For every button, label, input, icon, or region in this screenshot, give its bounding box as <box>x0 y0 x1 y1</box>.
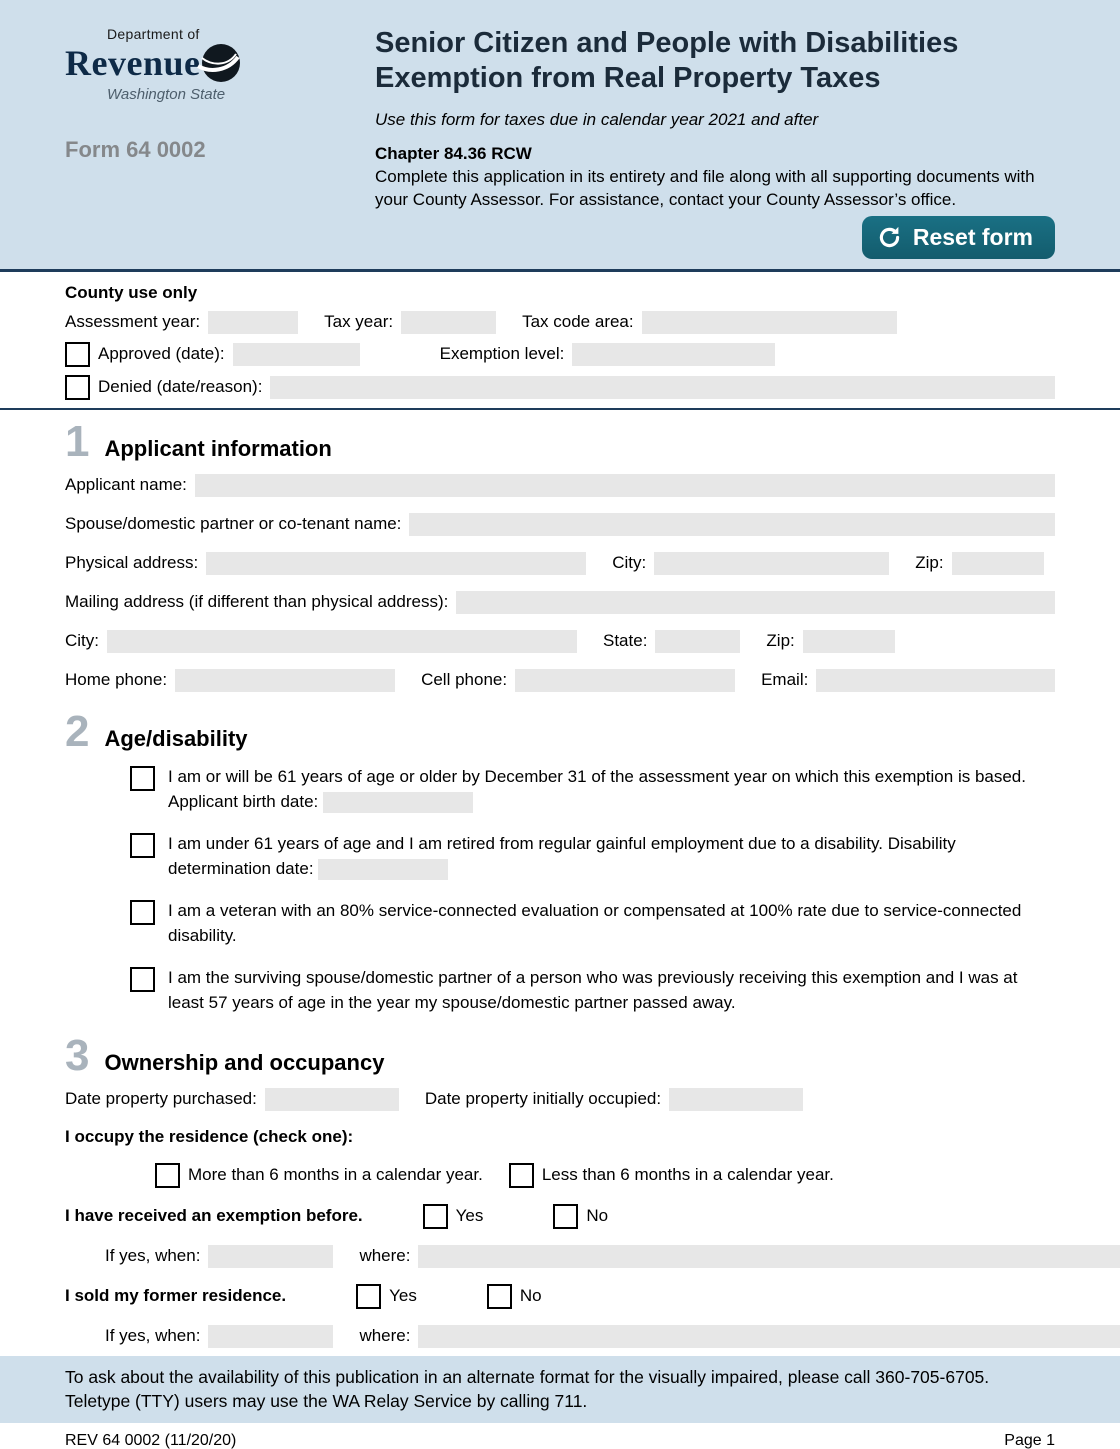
state-label: State: <box>603 631 648 651</box>
home-phone-field[interactable] <box>175 669 395 692</box>
property-dates-row <box>0 1088 1120 1111</box>
denied-reason-field[interactable] <box>270 376 1055 399</box>
mailing-city-label: City: <box>65 631 99 651</box>
assessment-year-label: Assessment year: <box>65 312 201 332</box>
tax-code-area-field[interactable] <box>642 311 897 334</box>
section-divider <box>0 408 1120 410</box>
accessibility-notice: To ask about the availability of this publication in an alternate format for the visually impaired, please call 360-705-6705. Teletype (TTY) users may use the WA Relay Service by calling 711. <box>0 1356 1120 1423</box>
applicant-name-row <box>0 474 1120 497</box>
mailing-address-field[interactable] <box>456 591 1055 614</box>
less-than-6-months-checkbox[interactable] <box>509 1163 534 1188</box>
approved-checkbox[interactable] <box>65 342 90 367</box>
county-year-row <box>65 311 1055 334</box>
logo-washington-state: Washington State <box>107 86 226 103</box>
form-subtitle: Use this form for taxes due in calendar year 2021 and after <box>375 109 819 129</box>
sold-where-field[interactable] <box>418 1325 1120 1348</box>
section3-heading <box>0 1030 1120 1080</box>
spouse-row <box>0 513 1120 536</box>
logo-revenue: Revenue <box>65 43 201 83</box>
age-option-row <box>0 764 1120 815</box>
date-purchased-field[interactable] <box>265 1088 399 1111</box>
more-than-6-months-checkbox[interactable] <box>155 1163 180 1188</box>
disability-determination-date-field[interactable] <box>318 859 448 880</box>
approved-date-field[interactable] <box>233 343 360 366</box>
veteran-option-text: I am a veteran with an 80% service-connected evaluation or compensated at 100% rate due to service-connected disability. <box>168 900 1022 946</box>
surviving-spouse-option-row <box>0 965 1120 1016</box>
received-exemption-heading: I have received an exemption before. <box>65 1206 363 1226</box>
tax-year-label: Tax year: <box>324 312 394 332</box>
city-field[interactable] <box>654 552 889 575</box>
home-phone-label: Home phone: <box>65 670 168 690</box>
surviving-spouse-option-text: I am the surviving spouse/domestic partner of a person who was previously receiving this exemption and I was at least 57 years of age in the year my spouse/domestic partner passed away. <box>168 967 1018 1013</box>
county-use-heading: County use only <box>65 282 198 302</box>
sold-residence-heading: I sold my former residence. <box>65 1286 287 1306</box>
tax-code-area-label: Tax code area: <box>522 312 634 332</box>
section1-title: Applicant information <box>104 435 332 461</box>
dor-logo <box>65 26 345 103</box>
received-no-label: No <box>586 1206 609 1226</box>
section3-title: Ownership and occupancy <box>104 1049 385 1075</box>
county-denied-row <box>65 375 1055 400</box>
date-occupied-label: Date property initially occupied: <box>424 1089 662 1109</box>
chapter-reference: Chapter 84.36 RCW <box>375 143 532 163</box>
sold-where-label: where: <box>359 1326 411 1346</box>
phone-email-row <box>0 669 1120 692</box>
sold-when-where-row <box>0 1325 1120 1348</box>
denied-checkbox[interactable] <box>65 375 90 400</box>
sold-yes-label: Yes <box>389 1286 417 1306</box>
physical-address-label: Physical address: <box>65 553 199 573</box>
physical-address-field[interactable] <box>206 552 586 575</box>
spouse-name-field[interactable] <box>409 513 1055 536</box>
section3-number: 3 <box>65 1030 90 1080</box>
city-label: City: <box>612 553 647 573</box>
zip-label: Zip: <box>915 553 944 573</box>
occupy-heading-row <box>0 1127 1120 1147</box>
reset-form-button[interactable] <box>862 216 1055 259</box>
form-header <box>0 0 1120 269</box>
mailing-address-label: Mailing address (if different than physical address): <box>65 592 449 612</box>
sold-no-label: No <box>519 1286 542 1306</box>
section1-heading <box>0 416 1120 466</box>
age-61-checkbox[interactable] <box>130 766 155 791</box>
county-use-section <box>0 272 1120 408</box>
veteran-checkbox[interactable] <box>130 900 155 925</box>
received-if-yes-when-label: If yes, when: <box>105 1246 201 1266</box>
sold-when-field[interactable] <box>208 1325 333 1348</box>
email-label: Email: <box>761 670 809 690</box>
under-61-option-text <box>168 831 1052 882</box>
exemption-level-field[interactable] <box>572 343 775 366</box>
mailing-zip-label: Zip: <box>766 631 795 651</box>
page-footer <box>0 1423 1120 1449</box>
received-when-where-row <box>0 1245 1120 1268</box>
section2-title: Age/disability <box>104 725 248 751</box>
denied-label: Denied (date/reason): <box>98 377 263 397</box>
rev-number: REV 64 0002 (11/20/20) <box>65 1431 237 1449</box>
state-field[interactable] <box>655 630 740 653</box>
header-right-column <box>375 26 1055 259</box>
applicant-birth-date-field[interactable] <box>323 792 473 813</box>
sold-residence-row <box>0 1284 1120 1309</box>
form-number: Form 64 0002 <box>65 137 206 162</box>
section1-number: 1 <box>65 416 90 466</box>
mailing-city-field[interactable] <box>107 630 577 653</box>
occupancy-options-row <box>0 1163 1120 1188</box>
received-exemption-row <box>0 1204 1120 1229</box>
physical-address-row <box>0 552 1120 575</box>
logo-department-of: Department of <box>107 26 200 42</box>
age-61-text: I am or will be 61 years of age or older by December 31 of the assessment year on which this exemption is based. Applicant birth date: <box>168 766 1026 812</box>
assessment-year-field[interactable] <box>208 311 298 334</box>
reset-icon <box>876 224 903 251</box>
veteran-option-row <box>0 898 1120 949</box>
sold-yes-checkbox[interactable] <box>356 1284 381 1309</box>
tax-year-field[interactable] <box>401 311 496 334</box>
less-than-6-months-label: Less than 6 months in a calendar year. <box>541 1165 834 1185</box>
date-purchased-label: Date property purchased: <box>65 1089 257 1109</box>
sold-if-yes-when-label: If yes, when: <box>105 1326 201 1346</box>
received-where-field[interactable] <box>418 1245 1120 1268</box>
applicant-name-label: Applicant name: <box>65 475 187 495</box>
mailing-address-row <box>0 591 1120 614</box>
sold-no-checkbox[interactable] <box>487 1284 512 1309</box>
more-than-6-months-label: More than 6 months in a calendar year. <box>188 1165 483 1185</box>
cell-phone-label: Cell phone: <box>421 670 508 690</box>
exemption-level-label: Exemption level: <box>439 344 565 364</box>
surviving-spouse-checkbox[interactable] <box>130 967 155 992</box>
spouse-name-label: Spouse/domestic partner or co-tenant name: <box>65 514 402 534</box>
disability-option-row <box>0 831 1120 882</box>
form-instructions: Complete this application in its entirety and file along with all supporting documents with your County Assessor. For assistance, contact your County Assessor’s office. <box>375 166 1035 209</box>
page-number: Page 1 <box>1004 1431 1055 1449</box>
received-when-field[interactable] <box>208 1245 333 1268</box>
approved-label: Approved (date): <box>98 344 225 364</box>
section2-number: 2 <box>65 706 90 756</box>
dor-swoosh-icon <box>196 42 242 84</box>
date-occupied-field[interactable] <box>669 1088 803 1111</box>
age-61-option-text <box>168 764 1052 815</box>
received-no-checkbox[interactable] <box>553 1204 578 1229</box>
section2-heading <box>0 706 1120 756</box>
mailing-zip-field[interactable] <box>803 630 895 653</box>
applicant-name-field[interactable] <box>195 474 1055 497</box>
received-yes-label: Yes <box>455 1206 484 1226</box>
header-left-column <box>65 26 345 259</box>
zip-field[interactable] <box>952 552 1044 575</box>
email-field[interactable] <box>816 669 1055 692</box>
received-where-label: where: <box>359 1246 411 1266</box>
reset-button-label: Reset form <box>912 223 1033 250</box>
under-61-text: I am under 61 years of age and I am retired from regular gainful employment due to a disability. Disability determination date: <box>168 833 956 879</box>
page-title: Senior Citizen and People with Disabilities Exemption from Real Property Taxes <box>375 27 959 95</box>
county-approved-row <box>65 342 1055 367</box>
cell-phone-field[interactable] <box>515 669 735 692</box>
mailing-city-row <box>0 630 1120 653</box>
occupy-residence-heading: I occupy the residence (check one): <box>65 1126 354 1146</box>
received-yes-checkbox[interactable] <box>423 1204 448 1229</box>
under-61-disability-checkbox[interactable] <box>130 833 155 858</box>
